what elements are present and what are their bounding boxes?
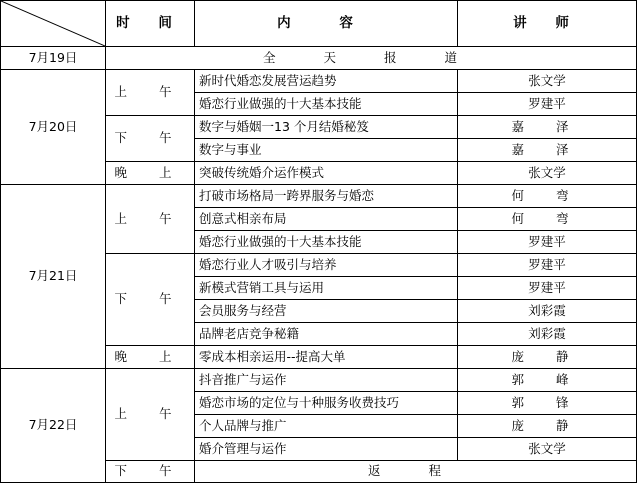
period-cell: 晚 上 <box>106 346 195 369</box>
teacher-cell: 张文学 <box>458 70 637 93</box>
content-cell: 创意式相亲布局 <box>195 208 458 231</box>
content-cell: 婚恋行业做强的十大基本技能 <box>195 231 458 254</box>
content-cell: 婚恋行业人才吸引与培养 <box>195 254 458 277</box>
period-cell: 上 午 <box>106 185 195 254</box>
teacher-cell: 何 弯 <box>458 185 637 208</box>
header-teacher: 讲 师 <box>458 1 637 47</box>
teacher-cell: 嘉 泽 <box>458 116 637 139</box>
header-time: 时 间 <box>106 1 195 47</box>
teacher-cell: 罗建平 <box>458 254 637 277</box>
teacher-cell: 庞 静 <box>458 415 637 438</box>
teacher-cell: 郭 锋 <box>458 392 637 415</box>
corner-cell <box>1 1 106 47</box>
full-day-cell: 全 天 报 道 <box>106 47 637 70</box>
teacher-cell: 张文学 <box>458 438 637 461</box>
teacher-cell: 罗建平 <box>458 277 637 300</box>
table-row <box>1 185 637 208</box>
teacher-cell: 何 弯 <box>458 208 637 231</box>
diagonal-line <box>1 1 105 46</box>
date-cell: 7月20日 <box>1 70 106 185</box>
content-cell: 婚恋行业做强的十大基本技能 <box>195 93 458 116</box>
period-cell: 下 午 <box>106 254 195 346</box>
teacher-cell: 罗建平 <box>458 93 637 116</box>
header-row <box>1 1 637 47</box>
content-cell: 个人品牌与推广 <box>195 415 458 438</box>
period-cell: 上 午 <box>106 70 195 116</box>
content-cell: 抖音推广与运作 <box>195 369 458 392</box>
date-cell: 7月22日 <box>1 369 106 483</box>
teacher-cell: 张文学 <box>458 162 637 185</box>
teacher-cell: 刘彩霞 <box>458 323 637 346</box>
return-cell: 返 程 <box>195 461 637 483</box>
table-row <box>1 70 637 93</box>
content-cell: 突破传统婚介运作模式 <box>195 162 458 185</box>
content-cell: 婚介管理与运作 <box>195 438 458 461</box>
period-cell: 上 午 <box>106 369 195 461</box>
teacher-cell: 庞 静 <box>458 346 637 369</box>
period-cell: 下 午 <box>106 116 195 162</box>
table-row <box>1 47 637 70</box>
teacher-cell: 刘彩霞 <box>458 300 637 323</box>
content-cell: 数字与事业 <box>195 139 458 162</box>
period-cell: 下 午 <box>106 461 195 483</box>
content-cell: 数字与婚姻一13 个月结婚秘笈 <box>195 116 458 139</box>
content-cell: 品牌老店竞争秘籍 <box>195 323 458 346</box>
content-cell: 新模式营销工具与运用 <box>195 277 458 300</box>
teacher-cell: 郭 峰 <box>458 369 637 392</box>
content-cell: 会员服务与经营 <box>195 300 458 323</box>
date-cell: 7月21日 <box>1 185 106 369</box>
content-cell: 打破市场格局一跨界服务与婚恋 <box>195 185 458 208</box>
content-cell: 新时代婚恋发展营运趋势 <box>195 70 458 93</box>
content-cell: 零成本相亲运用--提高大单 <box>195 346 458 369</box>
period-cell: 晚 上 <box>106 162 195 185</box>
teacher-cell: 罗建平 <box>458 231 637 254</box>
header-content: 内 容 <box>195 1 458 47</box>
date-cell: 7月19日 <box>1 47 106 70</box>
table-row <box>1 369 637 392</box>
teacher-cell: 嘉 泽 <box>458 139 637 162</box>
content-cell: 婚恋市场的定位与十种服务收费技巧 <box>195 392 458 415</box>
